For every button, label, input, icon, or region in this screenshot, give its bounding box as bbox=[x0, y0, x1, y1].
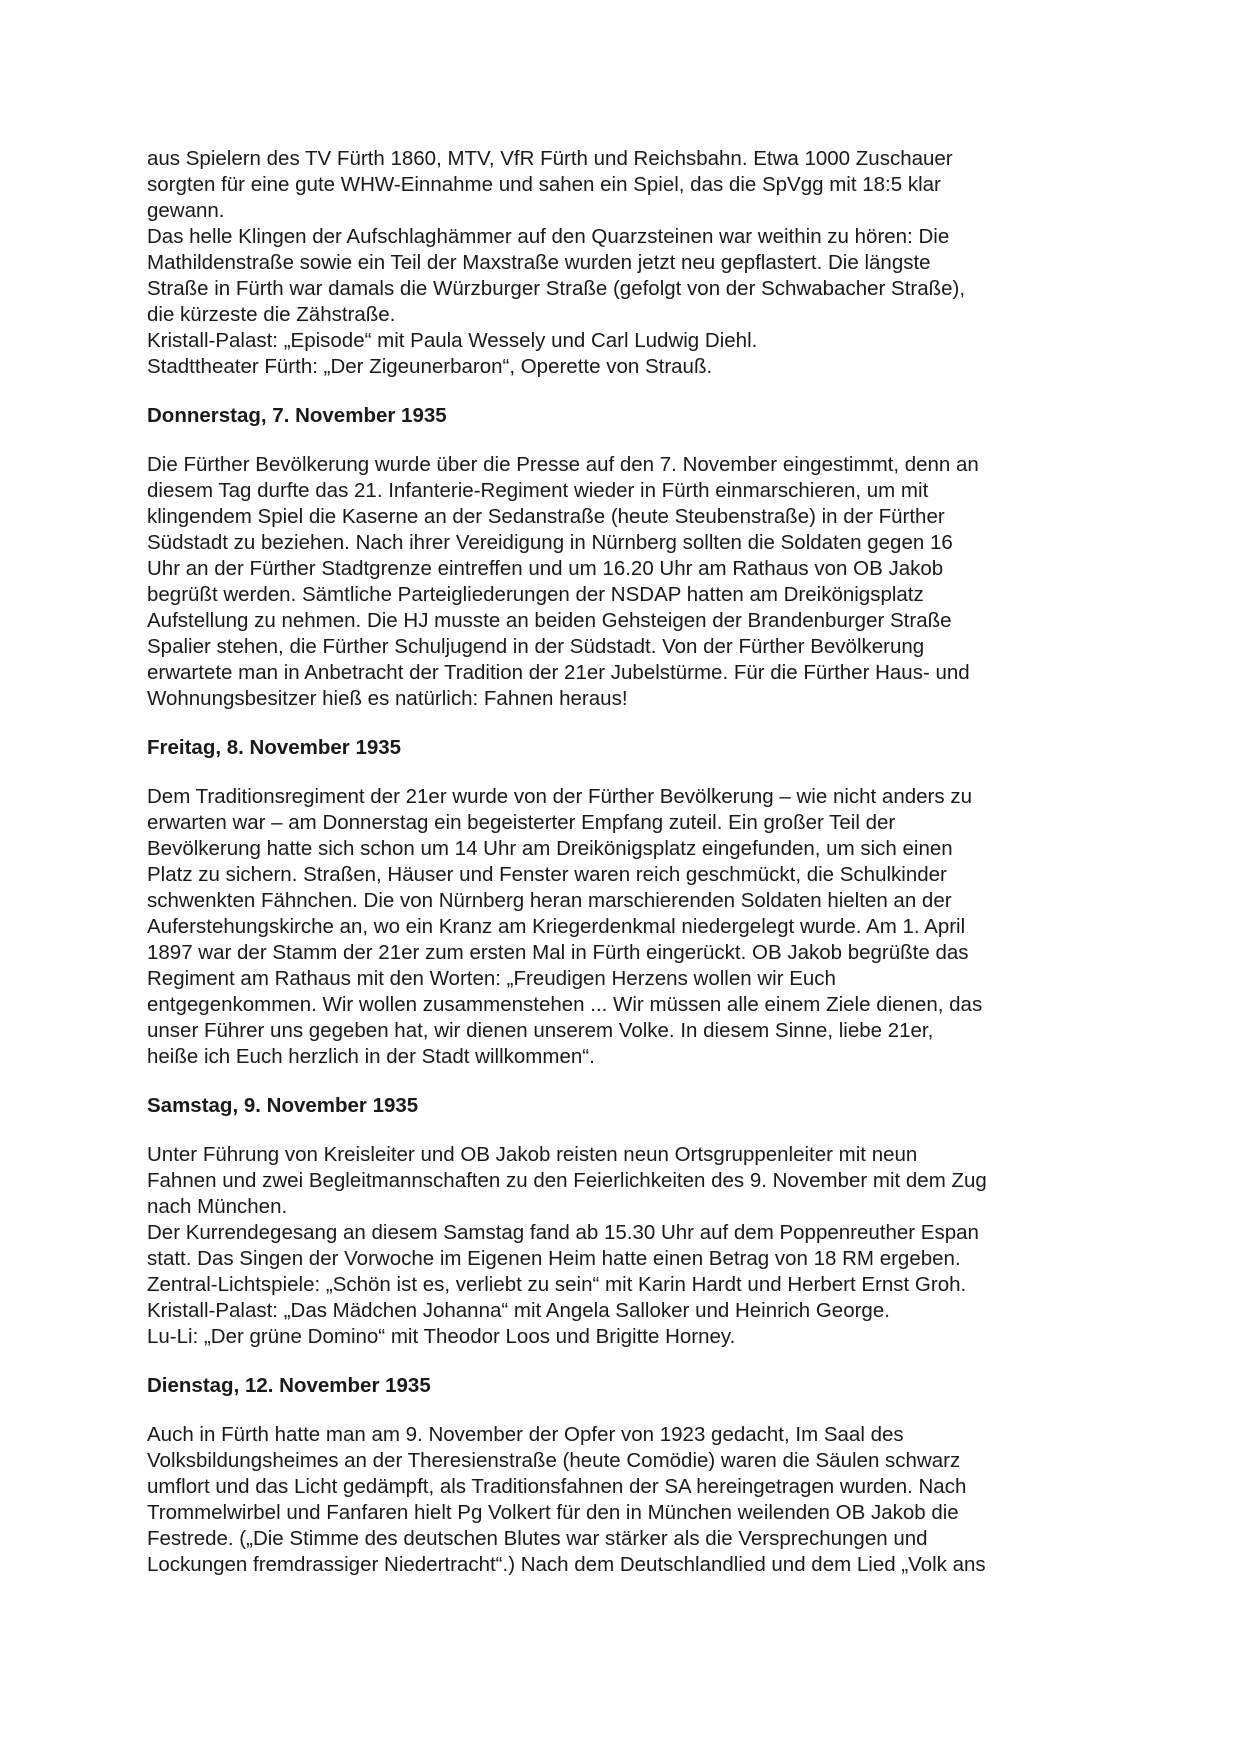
paragraph-line: Kristall-Palast: „Das Mädchen Johanna“ mit Angela Salloker und Heinrich George. bbox=[147, 1299, 890, 1322]
paragraph-line: entgegenkommen. Wir wollen zusammenstehen ... Wir müssen alle einem Ziele dienen, das bbox=[147, 993, 983, 1016]
paragraph-line: Unter Führung von Kreisleiter und OB Jakob reisten neun Ortsgruppenleiter mit neun bbox=[147, 1143, 918, 1166]
paragraph-line: Lu-Li: „Der grüne Domino“ mit Theodor Loos und Brigitte Horney. bbox=[147, 1325, 736, 1348]
paragraph-line: begrüßt werden. Sämtliche Parteigliederungen der NSDAP hatten am Dreikönigsplatz bbox=[147, 583, 924, 606]
section-spacer bbox=[147, 712, 1097, 735]
paragraph-line: die kürzeste die Zähstraße. bbox=[147, 303, 396, 326]
paragraph-line: diesem Tag durfte das 21. Infanterie-Regiment wieder in Fürth einmarschieren, um mit bbox=[147, 479, 929, 502]
paragraph-line: Die Fürther Bevölkerung wurde über die Presse auf den 7. November eingestimmt, denn an bbox=[147, 453, 979, 476]
section-heading: Dienstag, 12. November 1935 bbox=[147, 1374, 431, 1397]
paragraph-line: Uhr an der Fürther Stadtgrenze eintreffen und um 16.20 Uhr am Rathaus von OB Jakob bbox=[147, 557, 944, 580]
paragraph-line: Spalier stehen, die Fürther Schuljugend in der Südstadt. Von der Fürther Bevölkerung bbox=[147, 635, 925, 658]
document-page bbox=[147, 146, 1097, 1578]
paragraph-line: gewann. bbox=[147, 199, 225, 222]
paragraph-line: schwenkten Fähnchen. Die von Nürnberg heran marschierenden Soldaten hielten an der bbox=[147, 889, 952, 912]
paragraph-line: Auferstehungskirche an, wo ein Kranz am Kriegerdenkmal niedergelegt wurde. Am 1. April bbox=[147, 915, 966, 938]
paragraph-line: erwartete man in Anbetracht der Tradition der 21er Jubelstürme. Für die Fürther Haus- und bbox=[147, 661, 970, 684]
paragraph-line: Regiment am Rathaus mit den Worten: „Freudigen Herzens wollen wir Euch bbox=[147, 967, 836, 990]
heading-spacer bbox=[147, 1399, 1097, 1422]
section-saturday bbox=[147, 1093, 1097, 1350]
paragraph-line: Straße in Fürth war damals die Würzburger Straße (gefolgt von der Schwabacher Straße), bbox=[147, 277, 966, 300]
paragraph-line: unser Führer uns gegeben hat, wir dienen unserem Volke. In diesem Sinne, liebe 21er, bbox=[147, 1019, 934, 1042]
section-friday bbox=[147, 735, 1097, 1070]
heading-spacer bbox=[147, 429, 1097, 452]
paragraph-line: Platz zu sichern. Straßen, Häuser und Fenster waren reich geschmückt, die Schulkinder bbox=[147, 863, 947, 886]
paragraph-line: Lockungen fremdrassiger Niedertracht“.) Nach dem Deutschlandlied und dem Lied „Volk ans bbox=[147, 1553, 986, 1576]
paragraph-line: erwarten war – am Donnerstag ein begeisterter Empfang zuteil. Ein großer Teil der bbox=[147, 811, 896, 834]
paragraph-line: Volksbildungsheimes an der Theresienstraße (heute Comödie) waren die Säulen schwarz bbox=[147, 1449, 961, 1472]
section-spacer bbox=[147, 1070, 1097, 1093]
paragraph-line: Der Kurrendegesang an diesem Samstag fand ab 15.30 Uhr auf dem Poppenreuther Espan bbox=[147, 1221, 979, 1244]
section-spacer bbox=[147, 1350, 1097, 1373]
paragraph-line: nach München. bbox=[147, 1195, 288, 1218]
paragraph-line: Südstadt zu beziehen. Nach ihrer Vereidigung in Nürnberg sollten die Soldaten gegen 16 bbox=[147, 531, 953, 554]
paragraph-line: Das helle Klingen der Aufschlaghämmer auf den Quarzsteinen war weithin zu hören: Die bbox=[147, 225, 950, 248]
paragraph-line: Auch in Fürth hatte man am 9. November der Opfer von 1923 gedacht, Im Saal des bbox=[147, 1423, 904, 1446]
heading-spacer bbox=[147, 1119, 1097, 1142]
paragraph-line: sorgten für eine gute WHW-Einnahme und sahen ein Spiel, das die SpVgg mit 18:5 klar bbox=[147, 173, 941, 196]
paragraph-line: Festrede. („Die Stimme des deutschen Blutes war stärker als die Versprechungen und bbox=[147, 1527, 928, 1550]
paragraph-line: Zentral-Lichtspiele: „Schön ist es, verliebt zu sein“ mit Karin Hardt und Herbert Ernst Groh. bbox=[147, 1273, 967, 1296]
section-heading: Donnerstag, 7. November 1935 bbox=[147, 404, 447, 427]
paragraph-line: Aufstellung zu nehmen. Die HJ musste an beiden Gehsteigen der Brandenburger Straße bbox=[147, 609, 952, 632]
paragraph-line: klingendem Spiel die Kaserne an der Sedanstraße (heute Steubenstraße) in der Fürther bbox=[147, 505, 945, 528]
paragraph-line: Kristall-Palast: „Episode“ mit Paula Wessely und Carl Ludwig Diehl. bbox=[147, 329, 758, 352]
section-heading: Samstag, 9. November 1935 bbox=[147, 1094, 419, 1117]
section-thursday bbox=[147, 403, 1097, 712]
paragraph-line: aus Spielern des TV Fürth 1860, MTV, VfR Fürth und Reichsbahn. Etwa 1000 Zuschauer bbox=[147, 147, 953, 170]
section-tuesday bbox=[147, 1373, 1097, 1578]
paragraph-line: Wohnungsbesitzer hieß es natürlich: Fahnen heraus! bbox=[147, 687, 628, 710]
paragraph-line: 1897 war der Stamm der 21er zum ersten Mal in Fürth eingerückt. OB Jakob begrüßte das bbox=[147, 941, 969, 964]
section-spacer bbox=[147, 380, 1097, 403]
paragraph-line: Bevölkerung hatte sich schon um 14 Uhr am Dreikönigsplatz eingefunden, um sich einen bbox=[147, 837, 953, 860]
paragraph-line: Trommelwirbel und Fanfaren hielt Pg Volkert für den in München weilenden OB Jakob die bbox=[147, 1501, 959, 1524]
paragraph-line: statt. Das Singen der Vorwoche im Eigenen Heim hatte einen Betrag von 18 RM ergeben. bbox=[147, 1247, 961, 1270]
paragraph-line: Mathildenstraße sowie ein Teil der Maxstraße wurden jetzt neu gepflastert. Die längste bbox=[147, 251, 931, 274]
paragraph-line: Dem Traditionsregiment der 21er wurde von der Fürther Bevölkerung – wie nicht anders zu bbox=[147, 785, 972, 808]
heading-spacer bbox=[147, 761, 1097, 784]
paragraph-line: umflort und das Licht gedämpft, als Traditionsfahnen der SA hereingetragen wurden. Nach bbox=[147, 1475, 967, 1498]
paragraph-line: Fahnen und zwei Begleitmannschaften zu den Feierlichkeiten des 9. November mit dem Zug bbox=[147, 1169, 987, 1192]
section-heading: Freitag, 8. November 1935 bbox=[147, 736, 402, 759]
paragraph-line: Stadttheater Fürth: „Der Zigeunerbaron“, Operette von Strauß. bbox=[147, 355, 713, 378]
paragraph-line: heiße ich Euch herzlich in der Stadt willkommen“. bbox=[147, 1045, 595, 1068]
section-intro bbox=[147, 146, 1097, 380]
